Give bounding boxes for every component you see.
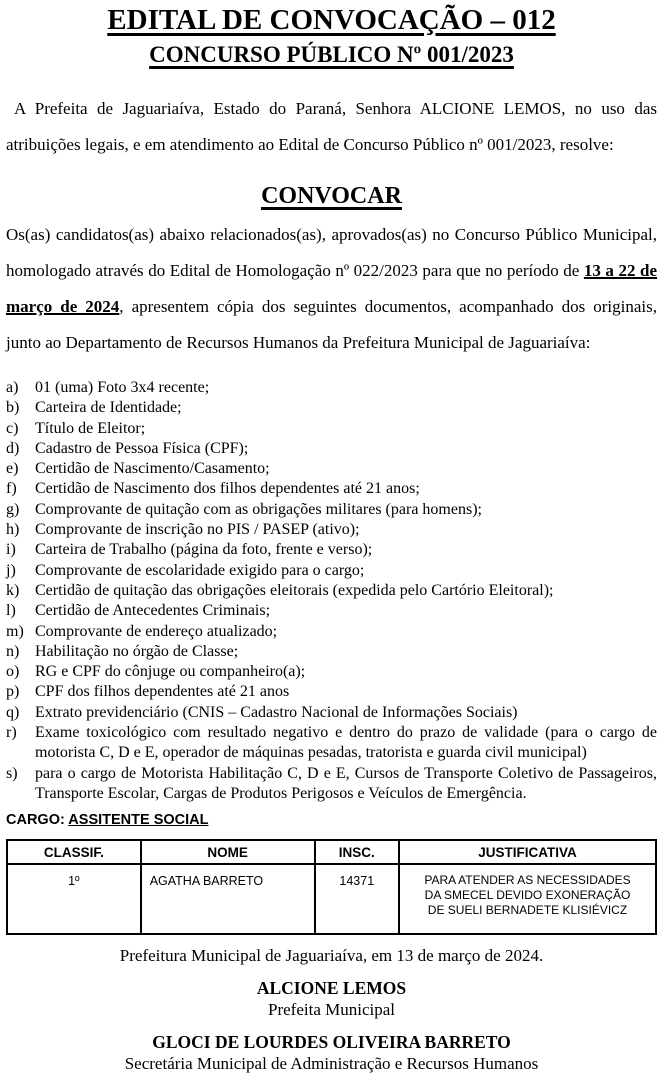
signature-name: ALCIONE LEMOS [256,978,407,999]
list-item-letter: s) [6,764,18,782]
list-item-a [6,378,657,398]
signature-role: Secretária Municipal de Administração e Recursos Humanos [124,1054,539,1074]
list-item-text: Exame toxicológico com resultado negativo e dentro do prazo de validade (para o cargo de motorista C, D e E, operador de máquinas pesadas, tratorista e guarda civil municipal) [35,724,657,762]
list-item-letter: i) [6,541,16,559]
list-item-letter: f) [6,480,17,498]
list-item-letter: g) [6,500,20,518]
list-item-g [6,500,657,520]
list-item-letter: j) [6,561,16,579]
list-item-text: Carteira de Identidade; [35,399,182,417]
table-header-justificativa: JUSTIFICATIVA [399,840,656,864]
list-item-text: Habilitação no órgão de Classe; [35,642,239,660]
convocation-part2: , apresentem cópia dos seguintes documentos, acompanhado dos originais, junto ao Departamento de Recursos Humanos da Prefeitura Municipal de Jaguariaíva: [6,297,657,352]
table-header-insc: INSC. [315,840,399,864]
list-item-text: Extrato previdenciário (CNIS – Cadastro Nacional de Informações Sociais) [35,703,518,721]
table-header-row [7,840,656,864]
cargo-line [6,811,657,830]
list-item-letter: k) [6,581,20,599]
signature-block-prefeita [6,977,657,1021]
list-item-letter: q) [6,703,20,721]
list-item-d [6,439,657,459]
list-item-letter: d) [6,439,20,457]
list-item-f [6,479,657,499]
page-subtitle [6,41,657,69]
list-item-p [6,682,657,702]
list-item-j [6,561,657,581]
list-item-text: Título de Eleitor; [35,419,146,437]
cell-justificativa: PARA ATENDER AS NECESSIDADES DA SMECEL DEVIDO EXONERAÇÃO DE SUELI BERNADETE KLISIÉVICZ [399,864,656,934]
documents-list [6,378,657,804]
list-item-text: CPF dos filhos dependentes até 21 anos [35,683,290,701]
list-item-letter: e) [6,460,19,478]
list-item-letter: n) [6,642,20,660]
table-row [7,864,656,934]
list-item-letter: r) [6,724,17,742]
cell-classif: 1º [7,864,141,934]
cell-insc: 14371 [315,864,399,934]
list-item-b [6,398,657,418]
list-item-letter: m) [6,622,24,640]
list-item-s [6,764,657,805]
list-item-r [6,723,657,764]
list-item-l [6,601,657,621]
list-item-text: Comprovante de inscrição no PIS / PASEP (ativo); [35,521,360,539]
list-item-letter: b) [6,399,20,417]
cell-nome: AGATHA BARRETO [141,864,315,934]
list-item-letter: a) [6,379,19,396]
list-item-text: Certidão de Nascimento/Casamento; [35,460,270,478]
page-title-text: EDITAL DE CONVOCAÇÃO – 012 [107,4,556,36]
list-item-text: Comprovante de quitação com as obrigações militares (para homens); [35,500,482,518]
list-item-letter: c) [6,419,19,437]
section-heading-text: CONVOCAR [261,183,402,209]
list-item-text: Certidão de Nascimento dos filhos dependentes até 21 anos; [35,480,420,498]
cargo-value: ASSITENTE SOCIAL [68,812,209,829]
list-item-letter: p) [6,683,20,701]
list-item-text: Certidão de Antecedentes Criminais; [35,602,271,620]
convocation-paragraph [6,217,657,361]
list-item-text: Carteira de Trabalho (página da foto, frente e verso); [35,541,373,559]
list-item-letter: o) [6,663,20,681]
list-item-o [6,662,657,682]
list-item-n [6,642,657,662]
signature-name: GLOCI DE LOURDES OLIVEIRA BARRETO [152,1032,511,1053]
list-item-text: Comprovante de endereço atualizado; [35,622,278,640]
list-item-q [6,703,657,723]
section-heading [6,180,657,212]
table-header-nome: NOME [141,840,315,864]
candidates-table [6,839,657,935]
list-item-text: Certidão de quitação das obrigações eleitorais (expedida pelo Cartório Eleitoral); [35,581,554,599]
list-item-text: Comprovante de escolaridade exigido para o cargo; [35,561,365,579]
list-item-h [6,520,657,540]
list-item-text: Cadastro de Pessoa Física (CPF); [35,439,249,457]
page-subtitle-text: CONCURSO PÚBLICO Nº 001/2023 [149,42,514,67]
list-item-text: RG e CPF do cônjuge ou companheiro(a); [35,663,306,681]
list-item-text: para o cargo de Motorista Habilitação C, D e E, Cursos de Transporte Coletivo de Passageiros, Transporte Escolar, Cargas de Produtos Perigosos e Veículos de Emergência. [35,764,657,802]
convocation-date-range: 13 a 22 de março de 2024 [6,261,658,316]
list-item-text: 01 (uma) Foto 3x4 recente; [35,379,210,396]
table-header-classif: CLASSIF. [7,840,141,864]
list-item-c [6,419,657,439]
list-item-k [6,581,657,601]
page-title [6,3,657,37]
date-line: Prefeitura Municipal de Jaguariaíva, em 13 de março de 2024. [119,946,544,966]
list-item-e [6,459,657,479]
list-item-m [6,622,657,642]
cargo-label: CARGO: [6,812,69,829]
list-item-i [6,540,657,560]
convocation-part1: Os(as) candidatos(as) abaixo relacionados(as), aprovados(as) no Concurso Público Municipal, homologado através do Edital de Homologação nº 022/2023 para que no período de [6,225,657,280]
intro-paragraph: A Prefeita de Jaguariaíva, Estado do Paraná, Senhora ALCIONE LEMOS, no uso das atribuições legais, e em atendimento ao Edital de Concurso Público nº 001/2023, resolve: [6,99,657,154]
list-item-letter: h) [6,521,20,539]
signature-block-secretaria [6,1031,657,1075]
signature-role: Prefeita Municipal [268,1000,395,1020]
list-item-letter: l) [6,602,16,620]
